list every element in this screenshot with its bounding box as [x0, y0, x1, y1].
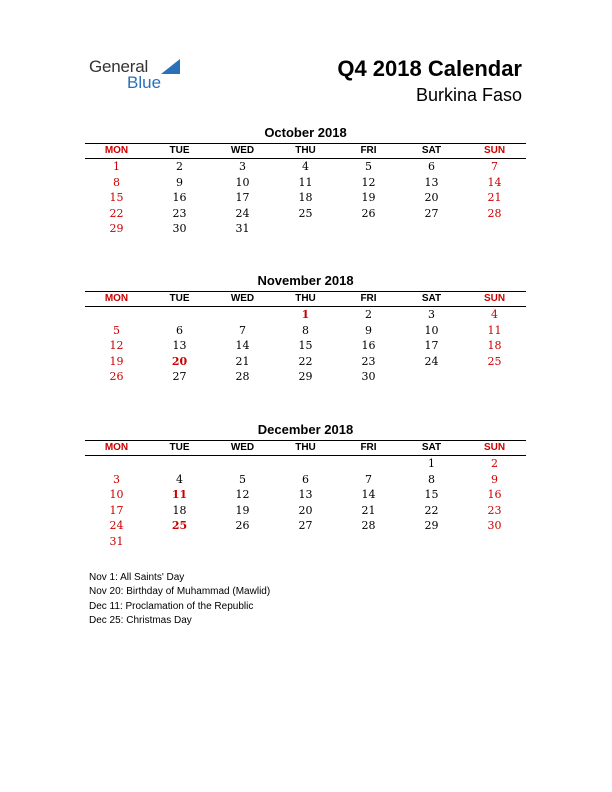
day-cell [211, 307, 274, 323]
day-cell: 15 [298, 339, 313, 352]
day-cell: 9 [491, 472, 498, 486]
day-cell [274, 534, 337, 550]
weekday-header-row [85, 144, 526, 159]
holiday-note: Nov 20: Birthday of Muhammad (Mawlid) [89, 586, 271, 598]
day-cell: 22 [298, 354, 313, 368]
week-row [85, 534, 526, 550]
day-cell: 3 [239, 160, 246, 173]
day-cell: 7 [365, 472, 372, 486]
day-cell: 22 [424, 503, 439, 517]
day-cell: 29 [424, 519, 439, 532]
weekday-label: MON [104, 145, 129, 156]
day-cell: 9 [176, 175, 183, 189]
day-cell: 8 [113, 175, 120, 189]
day-cell: 11 [298, 175, 313, 189]
holiday-note: Dec 11: Proclamation of the Republic [89, 600, 254, 612]
day-cell: 25 [171, 519, 188, 532]
day-cell: 29 [298, 370, 313, 383]
day-cell: 20 [424, 191, 439, 204]
day-cell: 26 [361, 206, 376, 220]
weekday-label: SAT [421, 442, 442, 453]
weekday-label: MON [104, 293, 129, 304]
weekday-label: SUN [483, 293, 506, 304]
day-cell: 1 [113, 160, 120, 173]
week-row [85, 206, 526, 222]
day-cell [85, 456, 148, 472]
day-cell: 24 [424, 354, 439, 368]
day-cell: 17 [424, 339, 439, 352]
logo-text-general: General [89, 57, 149, 76]
day-cell [211, 456, 274, 472]
day-cell: 10 [424, 323, 439, 337]
day-cell: 21 [361, 503, 376, 517]
day-cell: 9 [365, 323, 372, 337]
day-cell: 27 [172, 370, 187, 383]
day-cell: 16 [172, 191, 187, 204]
day-cell: 1 [301, 308, 310, 321]
day-cell: 6 [176, 323, 183, 337]
week-row [85, 472, 526, 488]
month-december [85, 421, 526, 549]
day-cell [400, 369, 463, 385]
day-cell: 3 [113, 472, 120, 486]
week-row [85, 190, 526, 206]
day-cell: 11 [171, 488, 188, 501]
day-cell: 5 [113, 323, 120, 337]
day-cell [85, 307, 148, 323]
day-cell: 10 [109, 488, 124, 501]
day-cell: 28 [487, 206, 502, 220]
day-cell: 14 [361, 488, 376, 501]
day-cell: 12 [109, 339, 124, 352]
day-cell: 2 [491, 457, 498, 470]
weekday-label: TUE [169, 293, 190, 304]
brand-logo [89, 57, 189, 93]
day-cell: 3 [428, 308, 435, 321]
day-cell: 23 [487, 503, 502, 517]
weekday-label: SUN [483, 442, 506, 453]
day-cell: 12 [361, 175, 376, 189]
day-cell: 13 [424, 175, 439, 189]
day-cell: 22 [109, 206, 124, 220]
weekday-label: MON [104, 442, 129, 453]
day-cell: 15 [424, 488, 439, 501]
day-cell: 14 [487, 175, 502, 189]
week-row [85, 354, 526, 370]
page-title: Q4 2018 Calendar [337, 56, 522, 81]
weekday-label: TUE [169, 145, 190, 156]
day-cell: 16 [487, 488, 502, 501]
day-cell: 29 [109, 222, 124, 235]
day-cell: 12 [235, 488, 250, 501]
day-cell [148, 534, 211, 550]
day-cell [148, 456, 211, 472]
weekday-label: FRI [360, 293, 377, 304]
day-cell [337, 456, 400, 472]
day-cell: 8 [302, 323, 309, 337]
weekday-label: WED [230, 145, 255, 156]
day-cell: 30 [172, 222, 187, 235]
day-cell: 26 [235, 519, 250, 532]
day-cell [400, 221, 463, 237]
day-cell: 25 [487, 354, 502, 368]
weekday-label: FRI [360, 442, 377, 453]
day-cell [400, 534, 463, 550]
week-row [85, 221, 526, 237]
holiday-note: Dec 25: Christmas Day [89, 614, 192, 626]
day-cell: 17 [109, 503, 124, 517]
day-cell: 5 [239, 472, 246, 486]
day-cell: 21 [487, 191, 502, 204]
day-cell: 19 [235, 503, 250, 517]
day-cell: 7 [491, 160, 498, 173]
day-cell [337, 221, 400, 237]
day-cell: 4 [302, 160, 309, 173]
day-cell: 5 [365, 160, 372, 173]
week-row [85, 307, 526, 323]
day-cell: 18 [298, 191, 313, 204]
month-october [85, 124, 526, 237]
logo-text-blue: Blue [127, 73, 162, 92]
day-cell [274, 456, 337, 472]
week-row [85, 369, 526, 385]
week-row [85, 175, 526, 191]
holiday-note: Nov 1: All Saints' Day [89, 572, 185, 583]
day-cell: 13 [298, 488, 313, 501]
day-cell: 16 [361, 339, 376, 352]
day-cell [463, 534, 526, 550]
day-cell: 4 [491, 308, 498, 321]
day-cell: 31 [235, 222, 250, 235]
weekday-label: SAT [421, 293, 442, 304]
page-subtitle: Burkina Faso [415, 85, 522, 105]
day-cell: 15 [109, 191, 124, 204]
weekday-label: SAT [421, 145, 442, 156]
day-cell: 17 [235, 191, 250, 204]
day-cell: 19 [109, 354, 124, 368]
day-cell: 26 [109, 370, 124, 383]
month-title: December 2018 [257, 422, 354, 437]
day-cell: 6 [428, 160, 435, 173]
month-title: October 2018 [264, 125, 347, 140]
day-cell: 30 [487, 519, 502, 532]
day-cell: 28 [235, 370, 250, 383]
logo-triangle-icon [161, 59, 180, 74]
day-cell: 31 [109, 534, 124, 548]
weekday-label: TUE [169, 442, 190, 453]
day-cell: 18 [172, 503, 187, 517]
day-cell: 27 [298, 519, 313, 532]
weekday-label: WED [230, 442, 255, 453]
weekday-label: WED [230, 293, 255, 304]
month-title: November 2018 [257, 273, 354, 288]
day-cell [463, 221, 526, 237]
day-cell [463, 369, 526, 385]
weekday-label: FRI [360, 145, 377, 156]
day-cell: 23 [172, 206, 187, 220]
week-row [85, 456, 526, 472]
day-cell: 25 [298, 206, 313, 220]
day-cell: 24 [235, 206, 250, 220]
day-cell: 1 [428, 457, 435, 470]
weekday-header-row [85, 441, 526, 456]
week-row [85, 159, 526, 175]
day-cell: 4 [176, 472, 183, 486]
day-cell: 20 [298, 503, 313, 517]
day-cell: 6 [302, 472, 309, 486]
weekday-label: THU [295, 293, 316, 304]
day-cell [211, 534, 274, 550]
day-cell: 30 [361, 370, 376, 383]
day-cell: 10 [235, 175, 250, 189]
day-cell [337, 534, 400, 550]
day-cell: 18 [487, 339, 502, 352]
weekday-label: SUN [483, 145, 506, 156]
weekday-label: THU [295, 145, 316, 156]
week-row [85, 487, 526, 503]
day-cell [274, 221, 337, 237]
day-cell: 14 [235, 339, 250, 352]
day-cell: 23 [361, 354, 376, 368]
day-cell: 24 [109, 519, 124, 532]
day-cell: 28 [361, 519, 376, 532]
day-cell [148, 307, 211, 323]
holiday-notes [89, 571, 270, 628]
weekday-label: THU [295, 442, 316, 453]
month-november [85, 272, 526, 385]
week-row [85, 338, 526, 354]
day-cell: 2 [365, 308, 372, 321]
week-row [85, 323, 526, 339]
day-cell: 19 [361, 191, 376, 204]
weekday-header-row [85, 292, 526, 307]
day-cell: 21 [235, 354, 250, 368]
day-cell: 20 [171, 354, 188, 368]
day-cell: 27 [424, 206, 439, 220]
week-row [85, 503, 526, 519]
day-cell: 7 [239, 323, 246, 337]
day-cell: 8 [428, 472, 435, 486]
day-cell: 13 [172, 339, 187, 352]
day-cell: 2 [176, 160, 183, 173]
week-row [85, 518, 526, 534]
day-cell: 11 [487, 323, 502, 337]
